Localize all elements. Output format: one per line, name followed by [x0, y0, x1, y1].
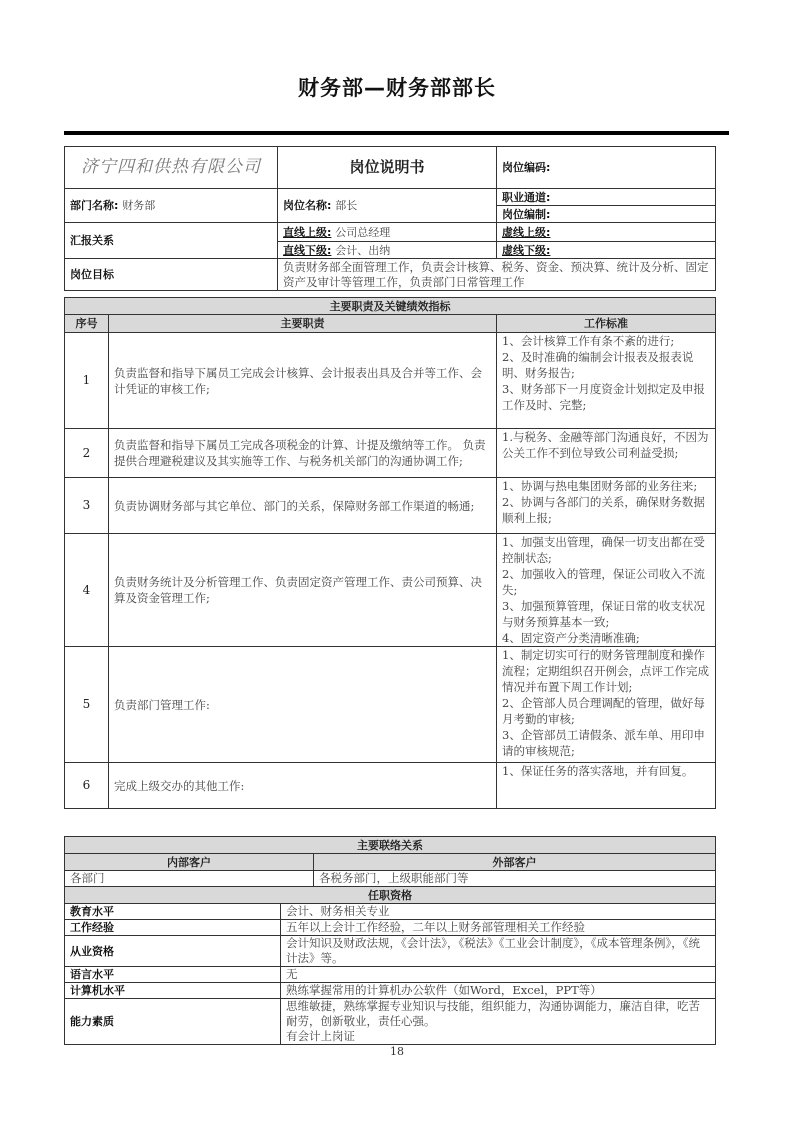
position-name-value: 部长: [335, 199, 358, 212]
duties-table: [64, 297, 716, 809]
internal-customers-value: 各部门: [65, 871, 314, 887]
external-customers-value: 各税务部门，上级职能部门等: [314, 871, 716, 887]
direct-superior-field: [278, 223, 497, 242]
direct-superior-label: 直线上级:: [283, 225, 332, 239]
page-number: 18: [390, 1045, 404, 1058]
goal-label: 岗位目标: [65, 259, 278, 291]
duty-number: 6: [65, 763, 109, 809]
qualification-label: 能力素质: [65, 999, 281, 1045]
basic-info-table: [64, 146, 716, 291]
duty-row: [65, 333, 716, 429]
page-title: 财务部—财务部部长: [298, 76, 496, 100]
department-value: 财务部: [122, 199, 156, 212]
position-name-field: [278, 189, 497, 223]
qualification-label: 教育水平: [65, 904, 281, 920]
qualification-row: [65, 967, 716, 983]
duty-description: 负责财务统计及分析管理工作、负责固定资产管理工作、责公司预算、决算及资金管理工作;: [109, 534, 497, 647]
department-label: 部门名称: [70, 199, 114, 212]
duty-rows: [65, 333, 716, 809]
qualification-value: 思维敏捷，熟练掌握专业知识与技能，组织能力，沟通协调能力，廉洁自律，吃苦耐劳，创新敬业，责任心强。 有会计上岗证: [281, 999, 716, 1045]
duties-header-standard: 工作标准: [497, 315, 716, 333]
qualifications-section-title: 任职资格: [65, 887, 716, 904]
qualification-value: 会计知识及财政法规，《会计法》，《税法》《工业会计制度》，《成本管理条例》，《统计法》等。: [281, 936, 716, 967]
duty-number: 3: [65, 478, 109, 534]
external-customers-header: 外部客户: [314, 854, 716, 871]
duty-standard: 1、保证任务的落实落地，并有回复。: [497, 763, 716, 809]
qualification-value: 会计、财务相关专业: [281, 904, 716, 920]
duty-description: 负责部门管理工作:: [109, 647, 497, 763]
duty-number: 2: [65, 429, 109, 478]
duty-number: 5: [65, 647, 109, 763]
direct-superior-value: 公司总经理: [335, 225, 391, 239]
duty-description: 完成上级交办的其他工作:: [109, 763, 497, 809]
contacts-section-title: 主要联络关系: [65, 837, 716, 854]
duty-row: [65, 429, 716, 478]
duty-number: 4: [65, 534, 109, 647]
direct-subordinate-field: [278, 242, 497, 259]
position-code-label: 岗位编码: [502, 161, 546, 174]
duty-row: [65, 534, 716, 647]
career-path-field: 职业通道:: [497, 189, 716, 206]
qualification-value: 五年以上会计工作经验，二年以上财务部管理相关工作经验: [281, 920, 716, 936]
qualification-label: 语言水平: [65, 967, 281, 983]
document-name: 岗位说明书: [278, 147, 497, 189]
qualification-row: [65, 983, 716, 999]
internal-customers-header: 内部客户: [65, 854, 314, 871]
duties-header-no: 序号: [65, 315, 109, 333]
duty-standard: 1、协调与热电集团财务部的业务往来; 2、协调与各部门的关系，确保财务数据顺利上报;: [497, 478, 716, 534]
duties-section-title: 主要职责及关键绩效指标: [65, 298, 716, 315]
qualification-rows: [65, 904, 716, 1045]
duties-header-duty: 主要职责: [109, 315, 497, 333]
qualification-value: 熟练掌握常用的计算机办公软件（如Word，Excel，PPT等）: [281, 983, 716, 999]
duty-row: [65, 478, 716, 534]
duty-description: 负责监督和指导下属员工完成会计核算、会计报表出具及合并等工作、会计凭证的审核工作;: [109, 333, 497, 429]
qualification-row: [65, 936, 716, 967]
position-name-label: 岗位名称:: [283, 199, 332, 212]
duty-standard: 1、会计核算工作有条不紊的进行; 2、及时准确的编制会计报表及报表说明、财务报告; 3、财务部下一月度资金计划拟定及申报工作及时、完整;: [497, 333, 716, 429]
duty-row: [65, 647, 716, 763]
qualification-row: [65, 999, 716, 1045]
qualification-label: 从业资格: [65, 936, 281, 967]
duty-standard: 1、加强支出管理，确保一切支出都在受控制状态; 2、加强收入的管理，保证公司收入不流失; 3、加强预算管理，保证日常的收支状况与财务预算基本一致; 4、固定资产分类清晰准确;: [497, 534, 716, 647]
duty-number: 1: [65, 333, 109, 429]
contacts-table: [64, 836, 716, 1045]
reporting-label: 汇报关系: [65, 223, 278, 259]
qualification-value: 无: [281, 967, 716, 983]
qualification-row: [65, 904, 716, 920]
qualification-label: 计算机水平: [65, 983, 281, 999]
headcount-label: 岗位编制: [502, 207, 546, 221]
qualification-row: [65, 920, 716, 936]
goal-value: 负责财务部全面管理工作，负责会计核算、税务、资金、预决算、统计及分析、固定资产及审计等管理工作，负责部门日常管理工作: [278, 259, 716, 291]
qualification-label: 工作经验: [65, 920, 281, 936]
duty-standard: 1、制定切实可行的财务管理制度和操作流程；定期组织召开例会，点评工作完成情况并布置下周工作计划; 2、企管部人员合理调配的管理，做好每月考勤的审核; 3、企管部员工请假条、派车单、用印申请的审核规范;: [497, 647, 716, 763]
department-field: 部门名称: 财务部: [65, 189, 278, 223]
career-path-label: 职业通道: [502, 190, 546, 204]
headcount-field: 岗位编制:: [497, 206, 716, 223]
position-code-field: 岗位编码:: [497, 147, 716, 189]
direct-subordinate-value: 会计、出纳: [335, 243, 391, 257]
dotted-subordinate-label: 虚线下级:: [497, 242, 716, 259]
duty-row: [65, 763, 716, 809]
title-divider: [64, 131, 729, 135]
direct-subordinate-label: 直线下级:: [283, 243, 332, 257]
duty-description: 负责监督和指导下属员工完成各项税金的计算、计提及缴纳等工作。 负责提供合理避税建议及其实施等工作、与税务机关部门的沟通协调工作;: [109, 429, 497, 478]
company-name: 济宁四和供热有限公司: [65, 147, 278, 189]
dotted-superior-label: 虚线上级:: [497, 223, 716, 242]
duty-standard: 1.与税务、金融等部门沟通良好，不因为公关工作不到位导致公司利益受损;: [497, 429, 716, 478]
duty-description: 负责协调财务部与其它单位、部门的关系，保障财务部工作渠道的畅通;: [109, 478, 497, 534]
